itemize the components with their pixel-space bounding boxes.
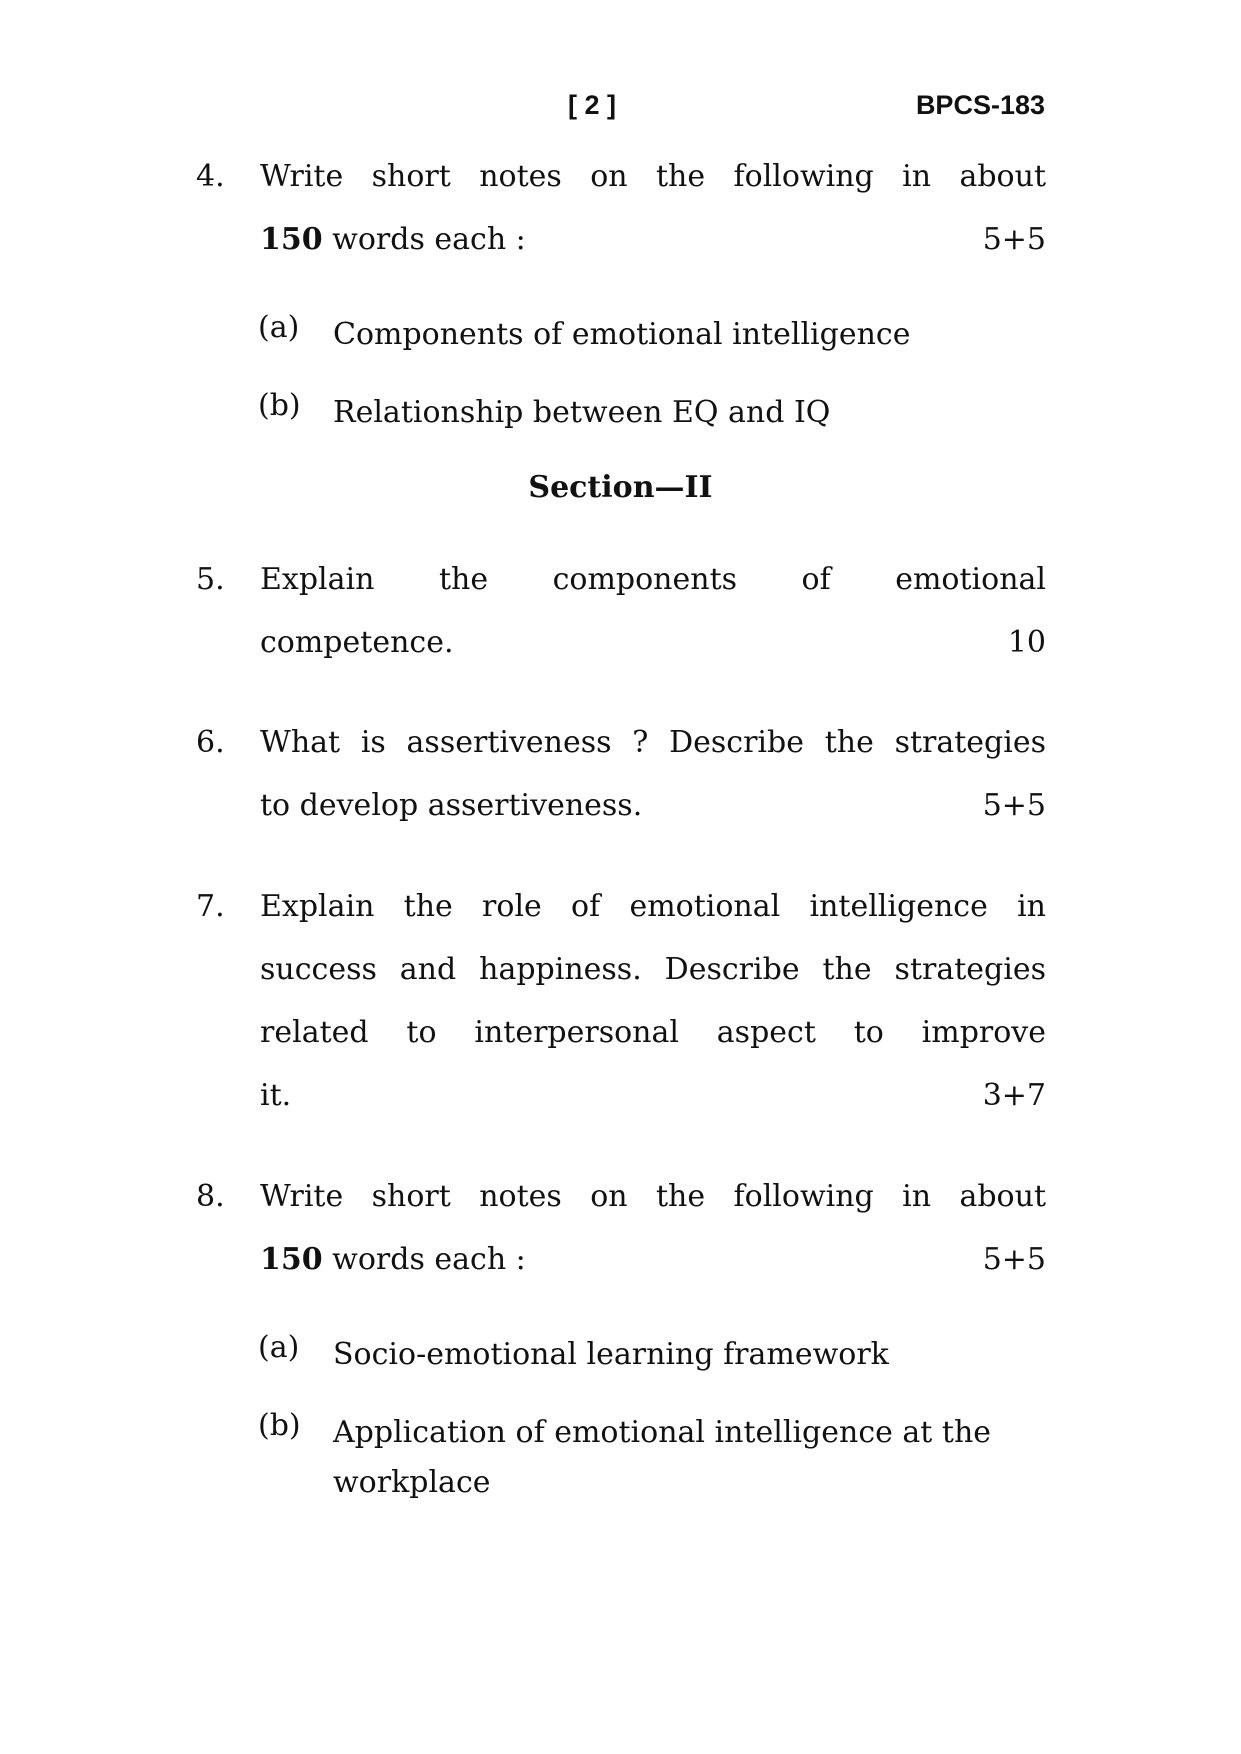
question-text: Explain the role of emotional intelligence in <box>260 889 1046 924</box>
question-text <box>260 774 1046 837</box>
sub-label: (a) <box>258 310 300 345</box>
question-text: related to interpersonal aspect to improve <box>260 1015 1046 1050</box>
question-text: Write short notes on the following in about <box>260 1179 1046 1214</box>
course-code: BPCS-183 <box>915 90 1045 120</box>
question-number: 4. <box>196 159 225 194</box>
question-number: 8. <box>196 1179 225 1214</box>
sub-question <box>258 310 1048 360</box>
marks: 3+7 <box>982 1078 1046 1113</box>
sub-question <box>258 1330 1048 1380</box>
question-text <box>260 1228 1046 1291</box>
sub-question <box>258 388 1048 438</box>
marks: 10 <box>1007 625 1046 660</box>
question-7 <box>196 875 1046 1127</box>
word-count: 150 <box>260 1242 323 1277</box>
question-text: What is assertiveness ? Describe the strategies <box>260 725 1046 760</box>
question-5 <box>196 548 1046 674</box>
question-text: Write short notes on the following in about <box>260 159 1046 194</box>
question-number: 6. <box>196 725 225 760</box>
question-8 <box>196 1165 1046 1291</box>
question-text: words each : <box>322 222 526 257</box>
sub-question <box>258 1408 1048 1508</box>
page-number: [ 2 ] <box>568 90 617 120</box>
question-text <box>260 208 1046 271</box>
question-text: it. <box>260 1078 292 1113</box>
question-text: words each : <box>322 1242 526 1277</box>
sub-label: (b) <box>258 1408 301 1443</box>
marks: 5+5 <box>982 1242 1046 1277</box>
question-6 <box>196 711 1046 837</box>
question-text: to develop assertiveness. <box>260 788 643 823</box>
question-number: 7. <box>196 889 225 924</box>
question-number: 5. <box>196 562 225 597</box>
sub-text: Relationship between EQ and IQ <box>333 395 831 430</box>
word-count: 150 <box>260 222 323 257</box>
question-4 <box>196 145 1046 271</box>
marks: 5+5 <box>982 222 1046 257</box>
sub-label: (b) <box>258 388 301 423</box>
marks: 5+5 <box>982 788 1046 823</box>
section-heading: Section—II <box>528 470 713 505</box>
sub-text: Components of emotional intelligence <box>333 317 911 352</box>
sub-text: Socio-emotional learning framework <box>333 1337 889 1372</box>
sub-label: (a) <box>258 1330 300 1365</box>
question-text: competence. <box>260 625 454 660</box>
sub-text: Application of emotional intelligence at the workplace <box>333 1415 992 1500</box>
question-text: success and happiness. Describe the strategies <box>260 952 1046 987</box>
question-text <box>260 611 1046 674</box>
question-text <box>260 1064 1046 1127</box>
question-text: Explain the components of emotional <box>260 562 1046 597</box>
